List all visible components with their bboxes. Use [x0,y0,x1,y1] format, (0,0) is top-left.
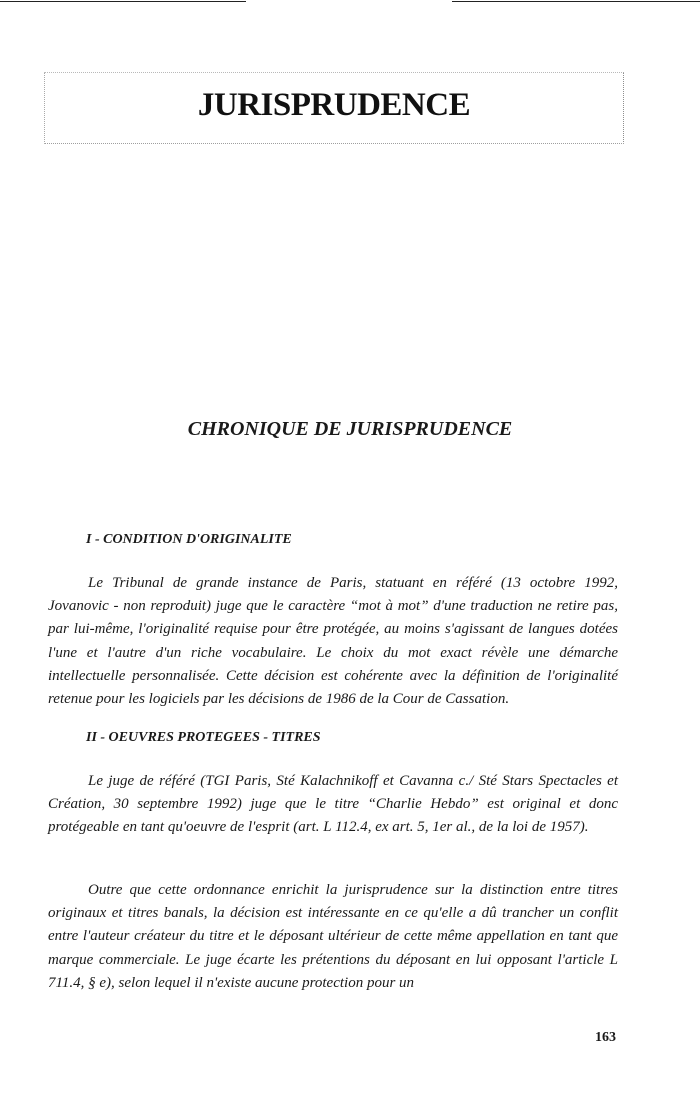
paragraph-titre-charlie-hebdo: Le juge de référé (TGI Paris, Sté Kalachnikoff et Cavanna c./ Sté Stars Spectacles et Création, 30 septembre 1992) juge que le titre “Charlie Hebdo” est original et donc protégeable en tant qu'oeuvre de l'esprit (art. L 112.4, ex art. 5, 1er al., de la loi de 1957). [48,773,618,836]
top-rule-left [0,1,246,2]
paragraph-conflit-marque: Outre que cette ordonnance enrichit la jurisprudence sur la distinction entre titres originaux et titres banals, la décision est intéressante en ce qu'elle a dû trancher un conflit entre l'auteur créateur du titre et le déposant ultérieur de cette même appellation en tant que marque commerciale. Le juge écarte les prétentions du déposant en lui opposant l'article L 711.4, § e), selon lequel il n'existe aucune protection pour un [48,882,618,991]
paragraph-originalite: Le Tribunal de grande instance de Paris, statuant en référé (13 octobre 1992, Jovanovic - non reproduit) juge que le caractère “mot à mot” d'une traduction ne retire pas, par lui-même, l'originalité requise pour être protégée, au moins s'agissant de langues dotées l'une et l'autre d'un riche vocabulaire. Le choix du mot exact révèle une démarche intellectuelle personnalisée. Cette décision est cohérente avec la définition de l'originalité retenue pour les logiciels par les décisions de 1986 de la Cour de Cassation. [48,575,618,708]
section-heading-condition-originalite: I - CONDITION D'ORIGINALITE [86,532,292,547]
chronicle-title: CHRONIQUE DE JURISPRUDENCE [187,418,513,440]
top-rule-right [452,1,700,2]
page-number: 163 [595,1030,616,1045]
page-header-title: JURISPRUDENCE [197,87,471,123]
header-box [44,72,624,144]
section-heading-oeuvres-protegees: II - OEUVRES PROTEGEES - TITRES [86,730,321,745]
